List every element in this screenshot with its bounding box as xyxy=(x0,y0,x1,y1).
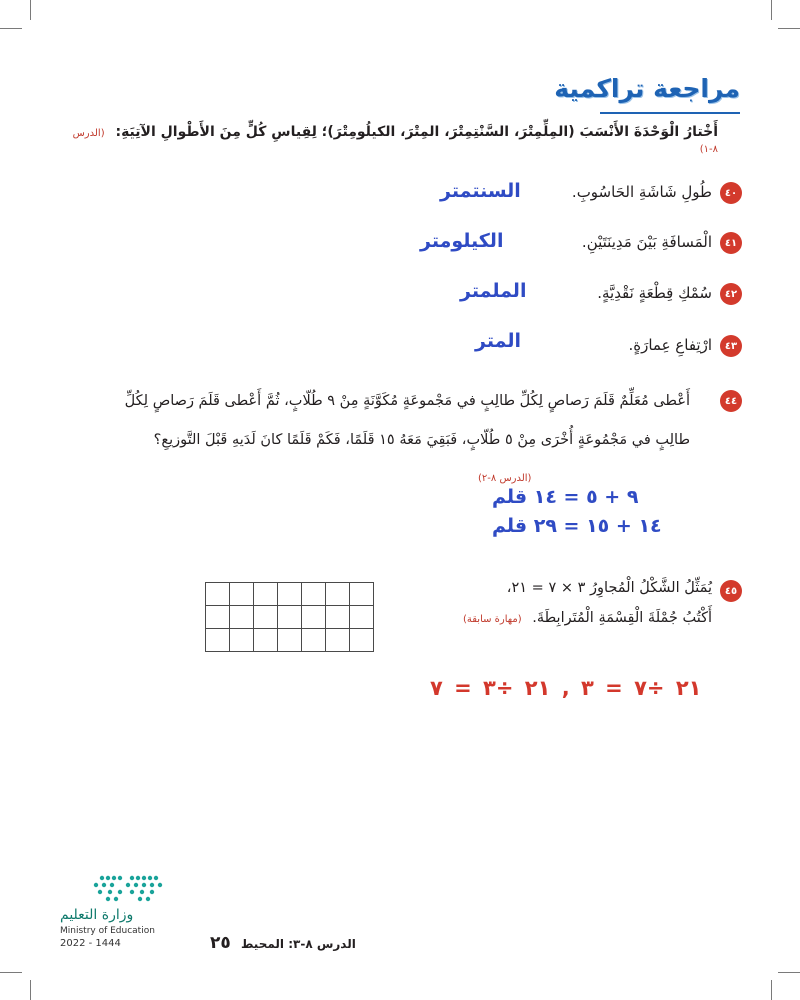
question-number: ٤٤ xyxy=(720,390,742,412)
problem-line: طالِبٍ في مَجْمُوعَةٍ أُخْرَى مِنْ ٥ طُلّابٍ، فَبَقِيَ مَعَهُ ١٥ قَلَمًا، فَكَمْ قَلَمًا كانَ لَدَيهِ قَبْلَ التَّوزيعِ؟ xyxy=(153,432,690,448)
crop-mark xyxy=(0,28,22,29)
crop-mark xyxy=(771,980,772,1000)
problem-line: يُمَثِّلُ الشَّكْلُ الْمُجاوِرُ ٣ × ٧ = ٢١، xyxy=(506,580,712,596)
skill-tag: (مهارة سابقة) xyxy=(462,614,522,625)
crop-mark xyxy=(778,972,800,973)
question-number: ٤٥ xyxy=(720,580,742,602)
title-underline xyxy=(600,112,740,114)
year-label: 2022 - 1444 xyxy=(60,938,121,949)
lesson-tag: (الدرس ٨-٢) xyxy=(478,473,532,484)
lesson-tag: (الدرس ٨-١) xyxy=(72,128,718,155)
question-text: طُولِ شَاشَةِ الحَاسُوبِ. xyxy=(571,183,712,201)
question-number: ٤١ xyxy=(720,232,742,254)
question-text: الْمَسافَةِ بَيْنَ مَدِينَتَيْنِ. xyxy=(581,233,712,251)
answer: الملمتر xyxy=(460,280,527,302)
answer: ١٤ + ١٥ = ٢٩ قلم xyxy=(492,515,662,537)
instruction-text: أَخْتارُ الْوَحْدَةَ الأَنْسَبَ (المِلِّمِتْرَ، السَّنْتِمِتْرَ، المِتْرَ، الكيلُومِتْرَ)؛ لِقِياسِ كُلٍّ مِنَ الأَطْوالِ الآتِيَةِ: xyxy=(115,124,718,140)
problem-text: أَكْتُبُ جُمْلَةَ الْقِسْمَةِ الْمُتَرابِطَةَ. xyxy=(532,610,712,626)
crop-mark xyxy=(771,0,772,20)
ministry-logo-icon xyxy=(52,872,192,906)
problem-line xyxy=(392,610,712,626)
array-grid xyxy=(205,582,374,652)
ministry-name-en: Ministry of Education xyxy=(60,926,155,936)
crop-mark xyxy=(0,972,22,973)
page-title: مراجعة تراكمية xyxy=(554,74,740,103)
footer-lesson xyxy=(210,933,356,953)
question-text: سُمْكِ قِطْعَةٍ نَقْدِيَّةٍ. xyxy=(597,284,712,302)
instruction xyxy=(58,124,718,156)
question-text: ارْتِفاعِ عِمارَةٍ. xyxy=(628,336,712,354)
question-number: ٤٢ xyxy=(720,283,742,305)
problem-line: أَعْطى مُعَلِّمٌ قَلَمَ رَصاصٍ لِكُلِّ طالِبٍ في مَجْموعَةٍ مُكَوَّنَةٍ مِنْ ٩ طُلّابٍ، ثُمَّ أَعْطى قَلَمَ رَصاصٍ لِكُلِّ xyxy=(124,393,690,409)
answer: السنتمتر xyxy=(440,180,521,202)
answer: ٩ + ٥ = ١٤ قلم xyxy=(492,486,639,508)
division-answer: ٢١ ÷٧ = ٣ , ٢١ ÷٣ = ٧ xyxy=(430,676,702,700)
question-number: ٤٣ xyxy=(720,335,742,357)
crop-mark xyxy=(30,980,31,1000)
crop-mark xyxy=(30,0,31,20)
question-number: ٤٠ xyxy=(720,182,742,204)
page-number: ٢٥ xyxy=(210,933,231,953)
answer: المتر xyxy=(475,330,521,352)
answer: الكيلومتر xyxy=(420,230,504,252)
crop-mark xyxy=(778,28,800,29)
ministry-name-ar: وزارة التعليم xyxy=(60,907,134,923)
lesson-title: الدرس ٨-٣: المحيط xyxy=(240,937,356,951)
